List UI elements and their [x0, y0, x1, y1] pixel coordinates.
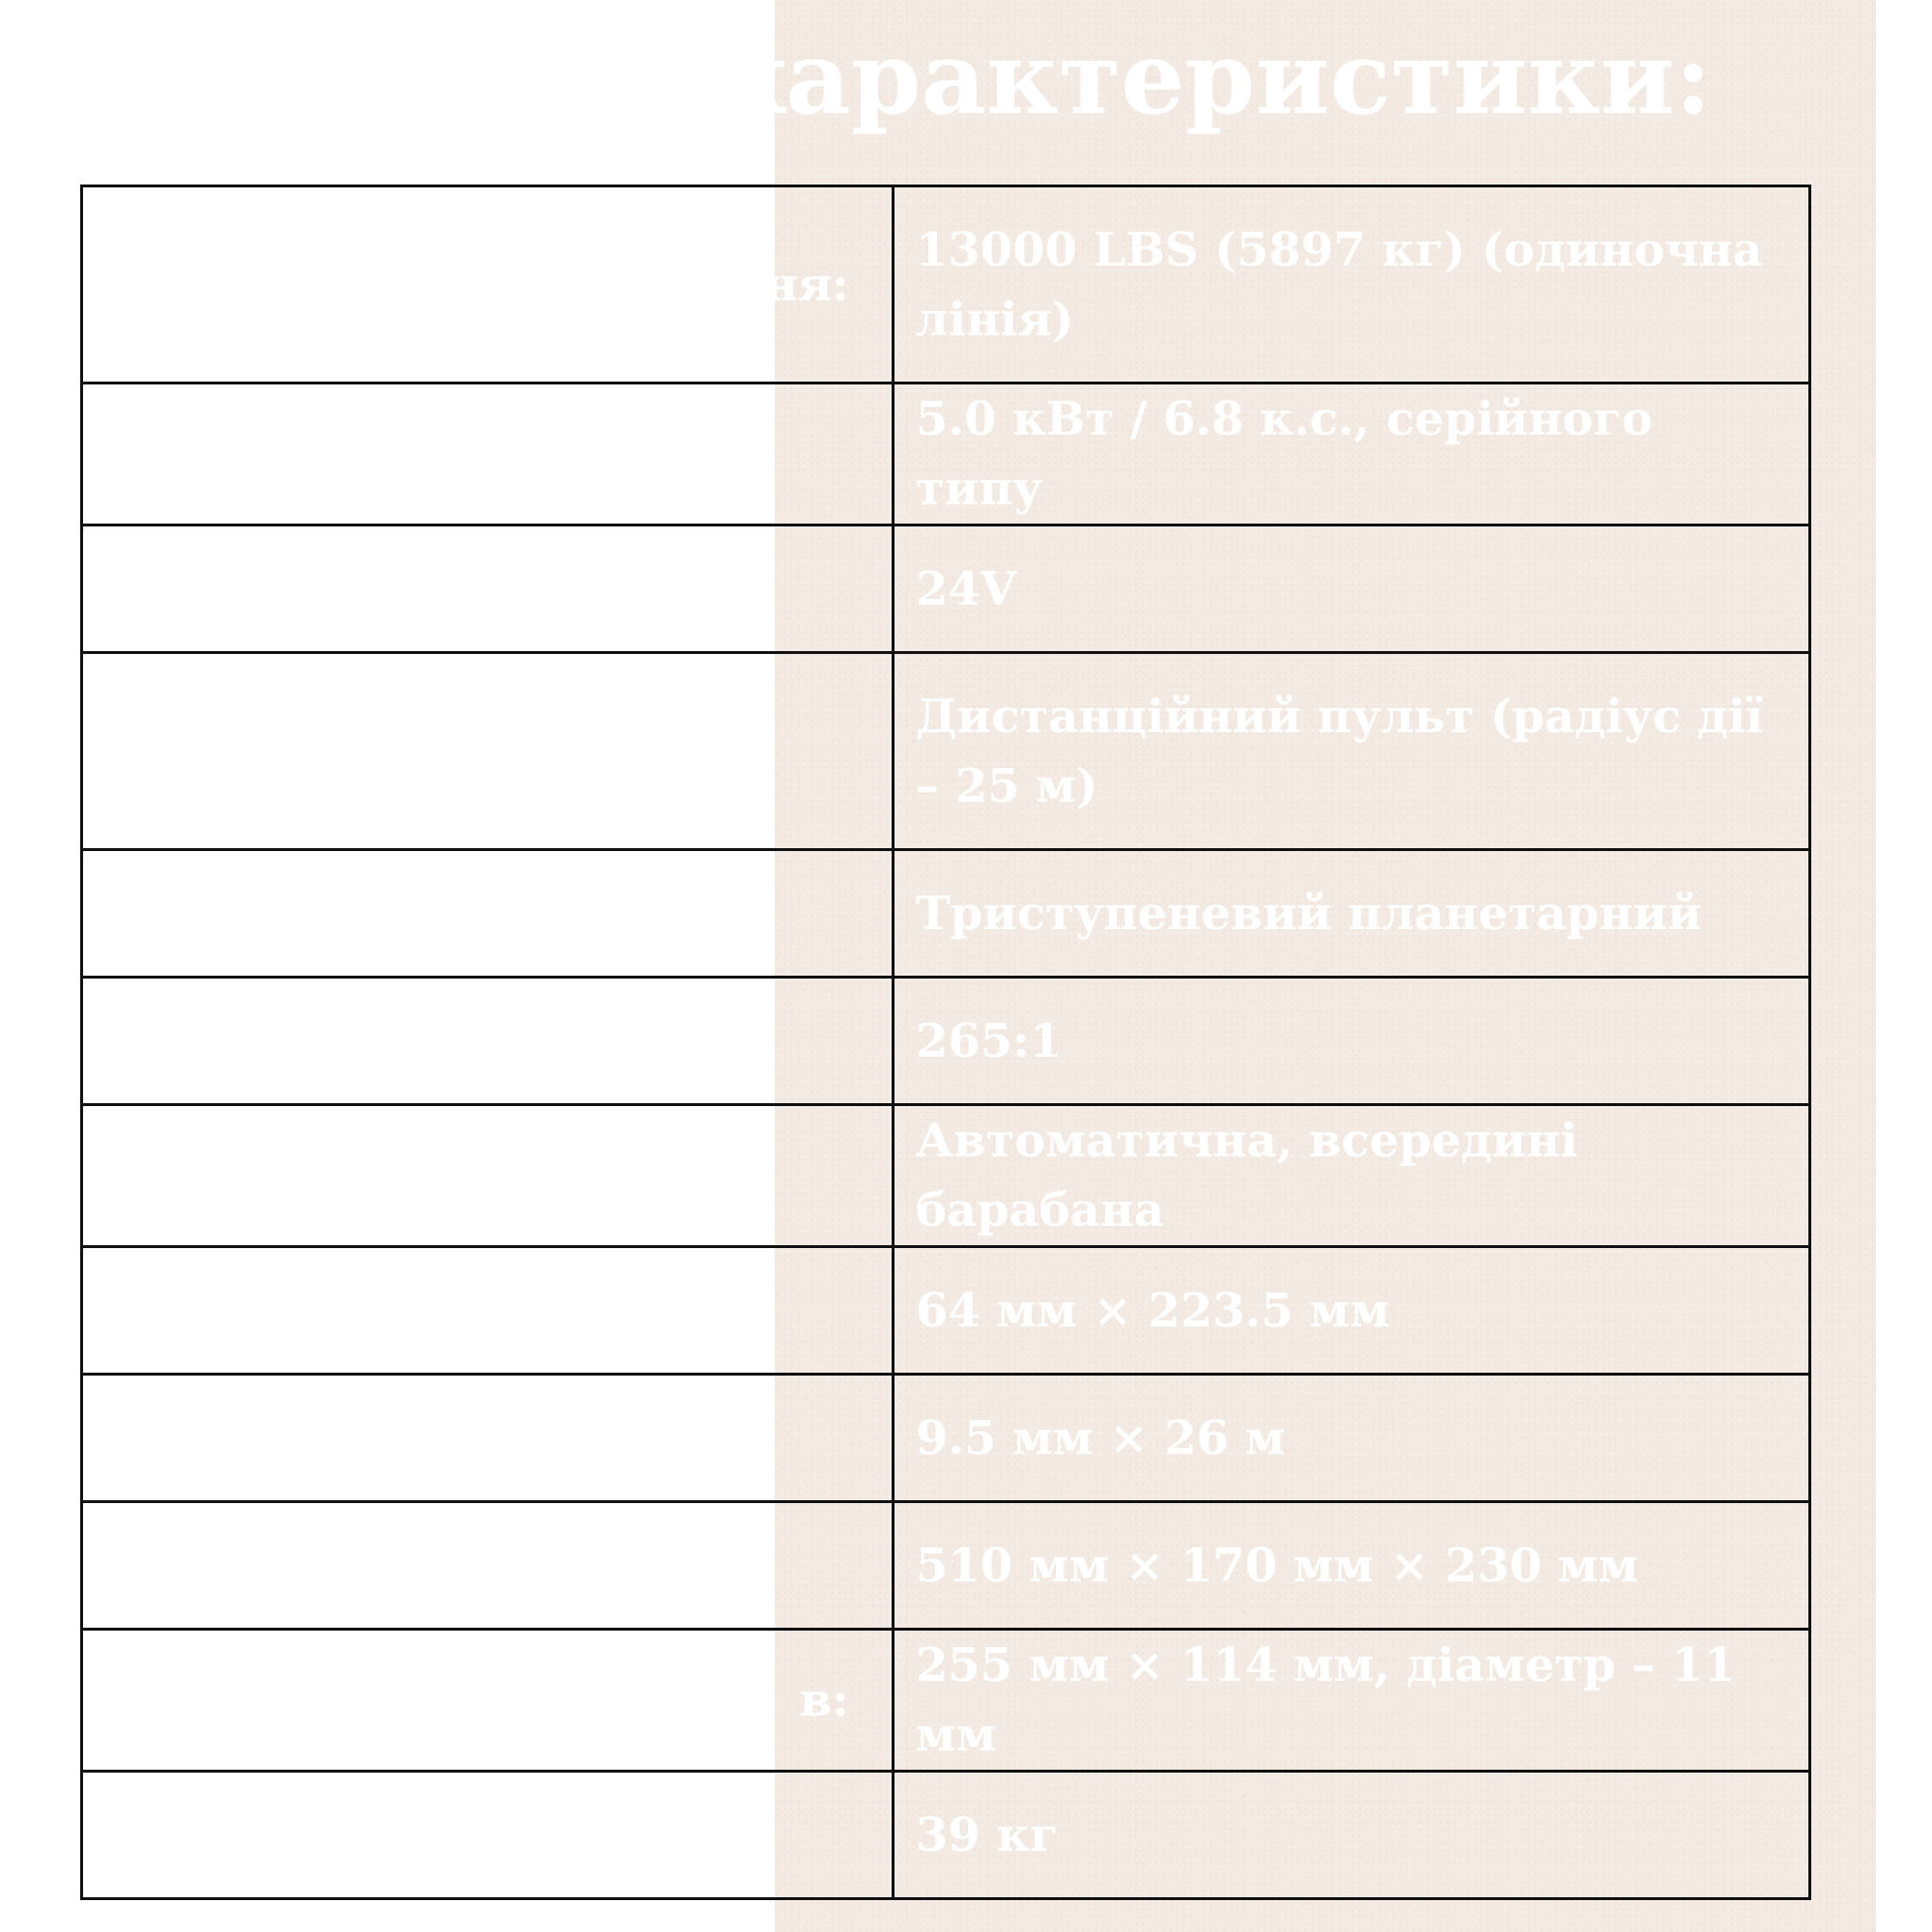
- spec-value: Триступеневий планетарний: [894, 850, 1810, 978]
- spec-label: [82, 526, 894, 653]
- spec-value: Автоматична, всередині барабана: [894, 1105, 1810, 1247]
- spec-value: 510 мм × 170 мм × 230 мм: [894, 1502, 1810, 1630]
- table-row: [82, 186, 1810, 384]
- spec-value: 64 мм × 223.5 мм: [894, 1247, 1810, 1375]
- spec-label: [82, 1247, 894, 1375]
- spec-label: [82, 1105, 894, 1247]
- page-title: характеристики:: [725, 18, 1712, 137]
- table-row: [82, 1247, 1810, 1375]
- spec-value: Дистанційний пульт (радіус дії – 25 м): [894, 653, 1810, 850]
- spec-label: [82, 1502, 894, 1630]
- spec-value: 39 кг: [894, 1772, 1810, 1899]
- table-row: [82, 1772, 1810, 1899]
- spec-label: [82, 1772, 894, 1899]
- spec-value: 5.0 кВт / 6.8 к.с., серійного типу: [894, 384, 1810, 526]
- table-row: [82, 1105, 1810, 1247]
- table-row: [82, 1375, 1810, 1502]
- spec-label: [82, 653, 894, 850]
- table-row: [82, 653, 1810, 850]
- table-row: [82, 384, 1810, 526]
- spec-label: [82, 384, 894, 526]
- spec-label: [82, 850, 894, 978]
- spec-value: 255 мм × 114 мм, діаметр – 11 мм: [894, 1630, 1810, 1772]
- spec-label: [82, 978, 894, 1105]
- spec-label: в:: [82, 1630, 894, 1772]
- table-row: [82, 1502, 1810, 1630]
- spec-value: 24V: [894, 526, 1810, 653]
- table-row: [82, 1630, 1810, 1772]
- table-row: [82, 978, 1810, 1105]
- spec-value: 13000 LBS (5897 кг) (одиночна лінія): [894, 186, 1810, 384]
- spec-label: ня:: [82, 186, 894, 384]
- specifications-table: [80, 185, 1811, 1900]
- spec-label: [82, 1375, 894, 1502]
- table-row: [82, 850, 1810, 978]
- spec-value: 9.5 мм × 26 м: [894, 1375, 1810, 1502]
- spec-value: 265:1: [894, 978, 1810, 1105]
- table-row: [82, 526, 1810, 653]
